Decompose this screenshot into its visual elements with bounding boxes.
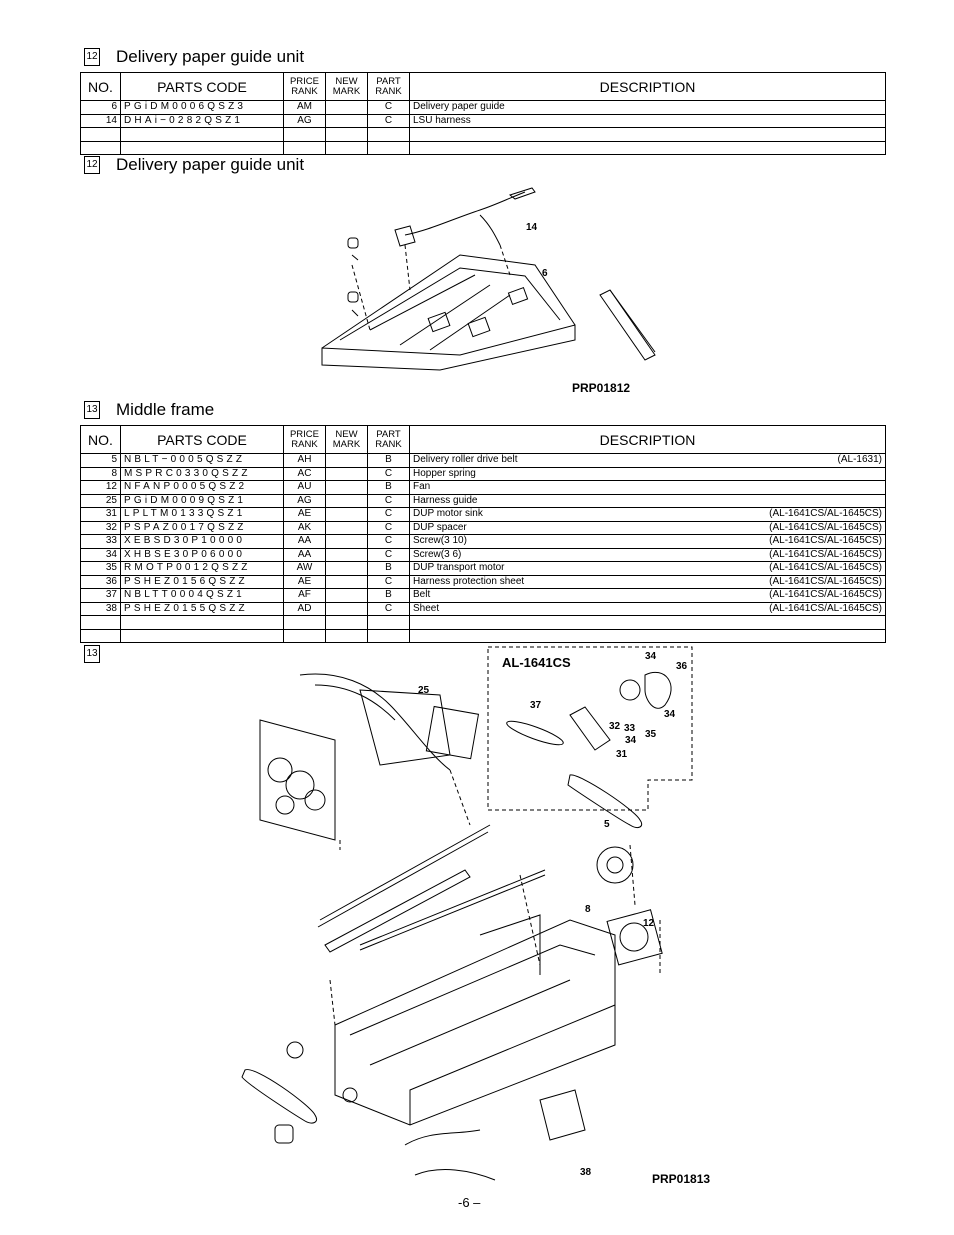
col-price-rank: PRICE RANK [284, 73, 326, 101]
description [410, 548, 886, 562]
table-row [81, 481, 886, 495]
table-row [81, 548, 886, 562]
part-no: 38 [81, 602, 121, 616]
part-no: 14 [81, 114, 121, 128]
price-rank: AC [284, 467, 326, 481]
description [410, 521, 886, 535]
new-mark [326, 602, 368, 616]
description [410, 589, 886, 603]
table-row [81, 602, 886, 616]
new-mark [326, 467, 368, 481]
description-text: Fan [413, 481, 431, 493]
figure-label-prp01812: PRP01812 [572, 381, 631, 395]
section-number: 12 [84, 48, 100, 66]
inset-label-al-1641cs: AL-1641CS [502, 655, 571, 670]
callout-6: 6 [542, 268, 548, 279]
description [410, 454, 886, 468]
description-text: DUP transport motor [413, 562, 505, 574]
parts-code: PGiDM0006QSZ3 [121, 101, 284, 115]
price-rank: AE [284, 508, 326, 522]
part-no: 6 [81, 101, 121, 115]
callout-31: 31 [616, 749, 628, 760]
model-note: (AL-1631) [837, 454, 882, 466]
blank-row [81, 128, 886, 142]
description [410, 562, 886, 576]
parts-table-12 [80, 72, 886, 155]
part-rank: C [368, 575, 410, 589]
price-rank: AH [284, 454, 326, 468]
section-number: 13 [84, 645, 100, 663]
description [410, 101, 886, 115]
callout-37: 37 [530, 700, 542, 711]
new-mark [326, 454, 368, 468]
col-parts-code: PARTS CODE [121, 426, 284, 454]
section-title: Delivery paper guide unit [116, 47, 305, 66]
part-rank: B [368, 562, 410, 576]
model-note: (AL-1641CS/AL-1645CS) [769, 602, 882, 614]
description [410, 535, 886, 549]
description [410, 508, 886, 522]
price-rank: AK [284, 521, 326, 535]
col-no: NO. [81, 73, 121, 101]
description-text: DUP motor sink [413, 508, 483, 520]
description-text: Belt [413, 589, 431, 601]
description-text: Hopper spring [413, 467, 476, 479]
col-parts-code: PARTS CODE [121, 73, 284, 101]
new-mark [326, 535, 368, 549]
callout-33: 33 [624, 723, 636, 734]
callout-12: 12 [643, 918, 655, 929]
callout-5: 5 [604, 819, 610, 830]
callout-34: 34 [625, 735, 637, 746]
model-note: (AL-1641CS/AL-1645CS) [769, 548, 882, 560]
part-no: 35 [81, 562, 121, 576]
col-new-mark: NEW MARK [326, 426, 368, 454]
price-rank: AE [284, 575, 326, 589]
middle-frame-diagram [240, 645, 720, 1190]
part-rank: C [368, 548, 410, 562]
table-row [81, 521, 886, 535]
parts-code: LPLTM0133QSZ1 [121, 508, 284, 522]
section-number: 12 [84, 156, 100, 174]
section-12-heading [84, 47, 304, 67]
new-mark [326, 114, 368, 128]
parts-code: MSPRC0330QSZZ [121, 467, 284, 481]
parts-table-13 [80, 425, 886, 643]
price-rank: AU [284, 481, 326, 495]
model-note: (AL-1641CS/AL-1645CS) [769, 575, 882, 587]
callout-34: 34 [645, 651, 657, 662]
price-rank: AD [284, 602, 326, 616]
description-text: Harness protection sheet [413, 575, 525, 587]
table-row [81, 575, 886, 589]
table-row [81, 454, 886, 468]
part-no: 25 [81, 494, 121, 508]
parts-code: NBLTT0004QSZ1 [121, 589, 284, 603]
price-rank: AA [284, 535, 326, 549]
part-rank: C [368, 521, 410, 535]
col-part-rank: PART RANK [368, 426, 410, 454]
description [410, 602, 886, 616]
table-row [81, 508, 886, 522]
description-text: Delivery paper guide [413, 101, 505, 113]
model-note: (AL-1641CS/AL-1645CS) [769, 562, 882, 574]
part-no: 32 [81, 521, 121, 535]
price-rank: AF [284, 589, 326, 603]
part-rank: B [368, 481, 410, 495]
col-no: NO. [81, 426, 121, 454]
part-no: 34 [81, 548, 121, 562]
parts-code: PSHEZ0155QSZZ [121, 602, 284, 616]
description [410, 114, 886, 128]
new-mark [326, 589, 368, 603]
new-mark [326, 548, 368, 562]
new-mark [326, 562, 368, 576]
description-text: Sheet [413, 602, 440, 614]
parts-code: XHBSE30P06000 [121, 548, 284, 562]
description-text: Harness guide [413, 494, 478, 506]
col-description: DESCRIPTION [410, 426, 886, 454]
part-rank: B [368, 454, 410, 468]
table-row [81, 494, 886, 508]
model-note: (AL-1641CS/AL-1645CS) [769, 589, 882, 601]
new-mark [326, 494, 368, 508]
description [410, 494, 886, 508]
description-text: Screw(3 6) [413, 548, 462, 560]
new-mark [326, 101, 368, 115]
parts-code: PSHEZ0156QSZZ [121, 575, 284, 589]
part-rank: B [368, 589, 410, 603]
part-rank: C [368, 535, 410, 549]
section-13-heading [84, 400, 214, 420]
part-rank: C [368, 508, 410, 522]
callout-38: 38 [580, 1167, 592, 1178]
part-no: 5 [81, 454, 121, 468]
model-note: (AL-1641CS/AL-1645CS) [769, 508, 882, 520]
section-title: Middle frame [116, 400, 215, 419]
callout-14: 14 [526, 222, 538, 233]
table-row [81, 114, 886, 128]
section-13-figure-heading [84, 645, 116, 663]
parts-code: RMOTP0012QSZZ [121, 562, 284, 576]
part-rank: C [368, 602, 410, 616]
blank-row [81, 141, 886, 155]
section-number: 13 [84, 401, 100, 419]
description [410, 575, 886, 589]
model-note: (AL-1641CS/AL-1645CS) [769, 521, 882, 533]
part-no: 37 [81, 589, 121, 603]
col-price-rank: PRICE RANK [284, 426, 326, 454]
delivery-paper-guide-diagram [310, 180, 670, 375]
parts-code: PGiDM0009QSZ1 [121, 494, 284, 508]
blank-row [81, 629, 886, 643]
parts-code: XEBSD30P10000 [121, 535, 284, 549]
part-no: 12 [81, 481, 121, 495]
price-rank: AW [284, 562, 326, 576]
part-rank: C [368, 114, 410, 128]
price-rank: AG [284, 114, 326, 128]
col-part-rank: PART RANK [368, 73, 410, 101]
new-mark [326, 575, 368, 589]
callout-35: 35 [645, 729, 657, 740]
description [410, 481, 886, 495]
part-no: 36 [81, 575, 121, 589]
parts-code: DHAi−0282QSZ1 [121, 114, 284, 128]
part-no: 31 [81, 508, 121, 522]
blank-row [81, 616, 886, 630]
parts-code: NBLT−0005QSZZ [121, 454, 284, 468]
new-mark [326, 521, 368, 535]
new-mark [326, 481, 368, 495]
callout-32: 32 [609, 721, 621, 732]
parts-code: NFANP0005QSZ2 [121, 481, 284, 495]
callout-34: 34 [664, 709, 676, 720]
part-rank: C [368, 467, 410, 481]
table-row [81, 562, 886, 576]
col-new-mark: NEW MARK [326, 73, 368, 101]
table-row [81, 589, 886, 603]
description [410, 467, 886, 481]
table-row [81, 467, 886, 481]
price-rank: AG [284, 494, 326, 508]
col-description: DESCRIPTION [410, 73, 886, 101]
description-text: Screw(3 10) [413, 535, 467, 547]
page-number: -6 – [458, 1195, 481, 1210]
part-rank: C [368, 101, 410, 115]
parts-code: PSPAZ0017QSZZ [121, 521, 284, 535]
callout-36: 36 [676, 661, 688, 672]
part-rank: C [368, 494, 410, 508]
part-no: 33 [81, 535, 121, 549]
section-title: Delivery paper guide unit [116, 155, 305, 174]
part-no: 8 [81, 467, 121, 481]
description-text: Delivery roller drive belt [413, 454, 518, 466]
figure-label-prp01813: PRP01813 [652, 1172, 711, 1186]
table-row [81, 101, 886, 115]
price-rank: AA [284, 548, 326, 562]
section-12-figure-heading [84, 155, 304, 175]
price-rank: AM [284, 101, 326, 115]
model-note: (AL-1641CS/AL-1645CS) [769, 535, 882, 547]
table-row [81, 535, 886, 549]
callout-25: 25 [418, 685, 430, 696]
description-text: DUP spacer [413, 521, 467, 533]
description-text: LSU harness [413, 114, 471, 126]
callout-8: 8 [585, 904, 591, 915]
new-mark [326, 508, 368, 522]
